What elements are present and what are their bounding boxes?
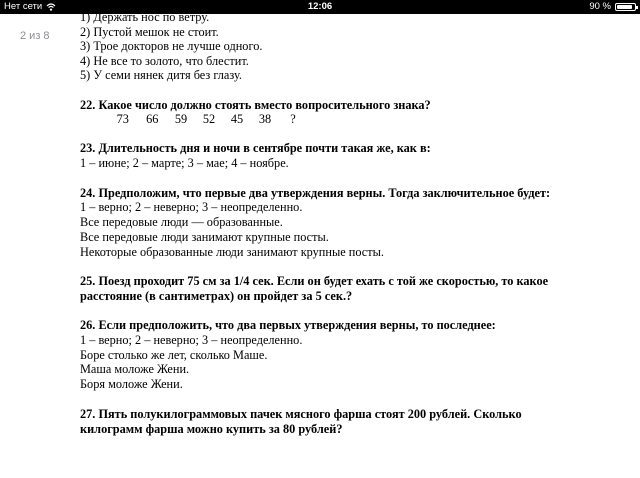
question-26: 26. Если предположить, что два первых утверждения верны, то последнее:	[80, 318, 496, 332]
question-22: 22. Какое число должно стоять вместо вопросительного знака?	[80, 98, 431, 112]
battery-percent: 90 %	[589, 1, 611, 12]
sequence-item: 73	[116, 112, 129, 126]
sequence-item: 59	[174, 112, 188, 126]
question-24: 24. Предположим, что первые два утверждения верны. Тогда заключительное будет:	[80, 186, 551, 200]
question-24-statement-3: Некоторые образованные люди занимают крупные посты.	[80, 245, 384, 259]
proverb-2: 2) Пустой мешок не стоит.	[80, 25, 219, 39]
battery-fill	[617, 5, 632, 9]
sequence-item: 45	[230, 112, 244, 126]
question-27-line-1: 27. Пять полукилограммовых пачек мясного фарша стоят 200 рублей. Сколько	[80, 407, 522, 421]
question-23-options: 1 – июне; 2 – марте; 3 – мае; 4 – ноябре.	[80, 156, 289, 170]
question-25-line-1: 25. Поезд проходит 75 см за 1/4 сек. Если он будет ехать с той же скоростью, то какое	[80, 274, 549, 288]
carrier-label: Нет сети	[4, 1, 43, 12]
status-time: 12:06	[307, 1, 333, 12]
proverb-5: 5) У семи нянек дитя без глазу.	[80, 68, 242, 82]
number-sequence	[108, 112, 307, 126]
battery-icon	[615, 3, 636, 11]
sequence-item: ?	[290, 112, 296, 126]
status-right	[589, 0, 636, 14]
question-25-line-2: расстояние (в сантиметрах) он пройдет за 5 сек.?	[80, 289, 353, 303]
question-24-statement-2: Все передовые люди занимают крупные посты.	[80, 230, 329, 244]
page-indicator: 2 из 8	[20, 30, 50, 42]
sequence-item: 52	[202, 112, 216, 126]
sequence-item: 38	[258, 112, 272, 126]
question-26-statement-2: Маша моложе Жени.	[80, 362, 190, 376]
question-27-line-2: килограмм фарша можно купить за 80 рублей?	[80, 422, 343, 436]
question-26-statement-1: Боре столько же лет, сколько Маше.	[80, 348, 268, 362]
question-23: 23. Длительность дня и ночи в сентябре почти такая же, как в:	[80, 141, 431, 155]
question-26-statement-3: Боря моложе Жени.	[80, 377, 183, 391]
proverb-4: 4) Не все то золото, что блестит.	[80, 54, 249, 68]
proverb-1: 1) Держать нос по ветру.	[80, 10, 210, 24]
sequence-item: 66	[146, 112, 159, 126]
question-24-statement-1: Все передовые люди — образованные.	[80, 215, 283, 229]
question-24-options: 1 – верно; 2 – неверно; 3 – неопределенно.	[80, 200, 303, 214]
proverb-3: 3) Трое докторов не лучше одного.	[80, 39, 263, 53]
battery-nub	[636, 6, 638, 9]
question-26-options: 1 – верно; 2 – неверно; 3 – неопределенно.	[80, 333, 303, 347]
